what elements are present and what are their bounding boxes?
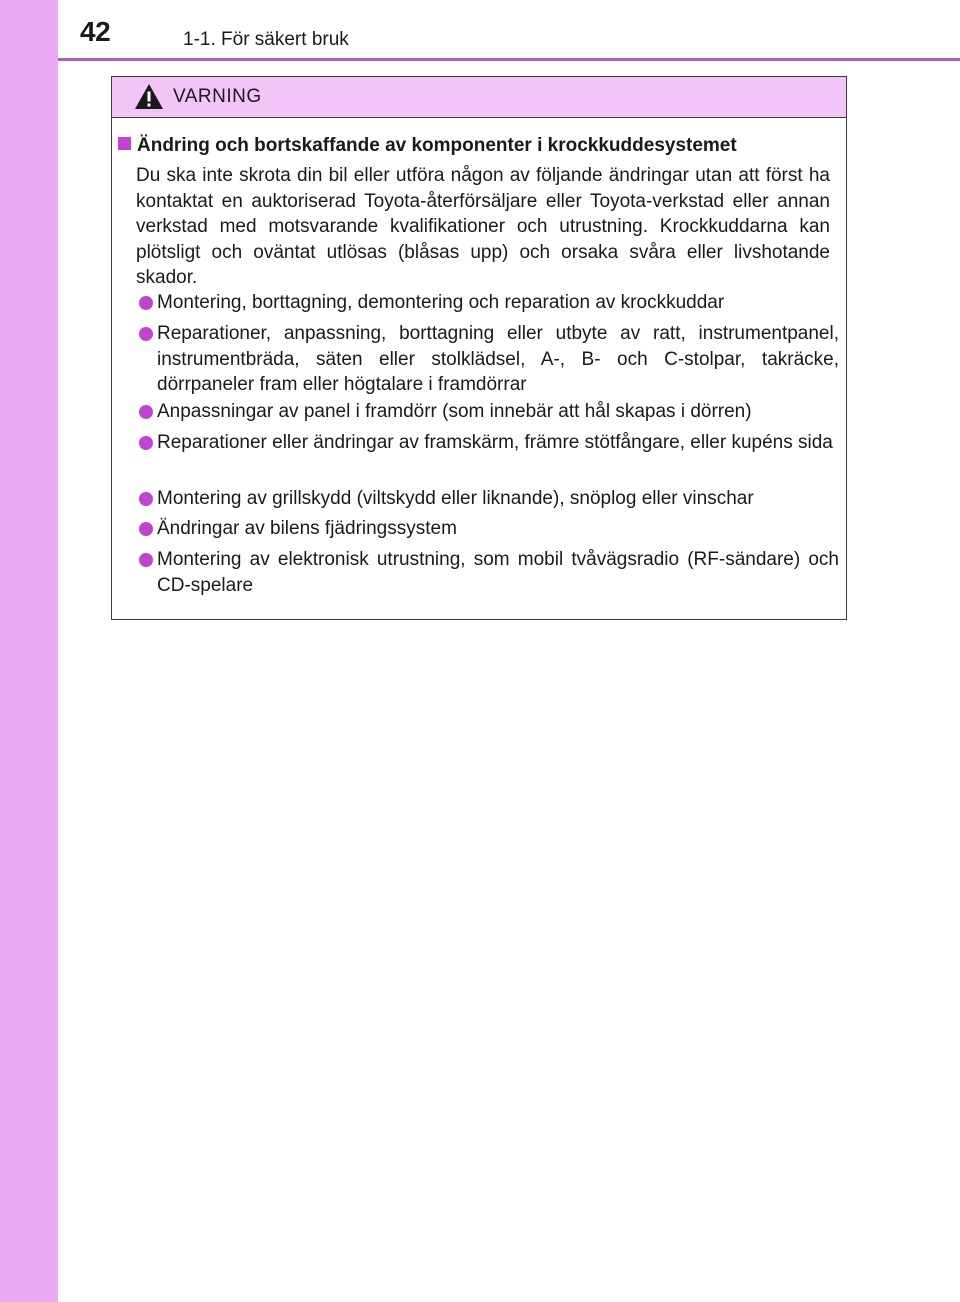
list-item-text: Montering, borttagning, demontering och reparation av krockkuddar <box>157 292 725 313</box>
warning-header <box>112 77 846 118</box>
list-item <box>136 290 839 316</box>
list-item-text: Ändringar av bilens fjädringssystem <box>157 518 457 539</box>
section-title: 1-1. För säkert bruk <box>183 29 349 50</box>
list-item <box>136 486 839 512</box>
page-number: 42 <box>80 16 111 47</box>
bullet-dot-icon <box>139 492 153 506</box>
bullet-dot-icon <box>139 522 153 536</box>
warning-title: VARNING <box>173 86 262 107</box>
list-item-text: Montering av grillskydd (viltskydd eller liknande), snöplog eller vinschar <box>157 488 754 509</box>
header-divider <box>58 58 960 61</box>
warning-box <box>111 76 847 620</box>
bullet-dot-icon <box>139 296 153 310</box>
page-header <box>58 0 960 62</box>
list-item-text: Anpassningar av panel i framdörr (som innebär att hål skapas i dörren) <box>157 401 752 422</box>
list-item-text: Reparationer, anpassning, borttagning eller utbyte av ratt, instrumentpanel, instrumentbräda, säten eller stolklädsel, A-, B- och C-stolpar, takräcke, dörrpaneler fram eller högtalare i framdörrar <box>157 323 839 395</box>
bullet-dot-icon <box>139 327 153 341</box>
list-item <box>136 399 839 425</box>
section-heading <box>118 135 737 157</box>
bullet-dot-icon <box>139 405 153 419</box>
list-item <box>136 516 839 542</box>
intro-paragraph: Du ska inte skrota din bil eller utföra någon av följande ändringar utan att först ha kontaktat en auktoriserad Toyota-återförsäljare eller Toyota-verkstad eller annan verkstad med motsvarande kvalifikationer och utrustning. Krockkuddarna kan plötsligt och oväntat utlösas (blåsas upp) och orsaka svåra eller livshotande skador. <box>136 165 830 288</box>
list-item <box>136 321 839 398</box>
bullet-dot-icon <box>139 436 153 450</box>
warning-triangle-icon <box>134 83 164 110</box>
list-item-text: Reparationer eller ändringar av framskärm, främre stötfångare, eller kupéns sida <box>157 432 833 453</box>
section-heading-text: Ändring och bortskaffande av komponenter i krockkuddesystemet <box>137 135 737 156</box>
bullet-dot-icon <box>139 553 153 567</box>
square-bullet-icon <box>118 137 131 150</box>
list-item <box>136 430 839 456</box>
list-item <box>136 547 839 598</box>
list-item-text: Montering av elektronisk utrustning, som mobil tvåvägsradio (RF-sändare) och CD-spelare <box>157 549 839 596</box>
side-tab-strip <box>0 0 58 1302</box>
